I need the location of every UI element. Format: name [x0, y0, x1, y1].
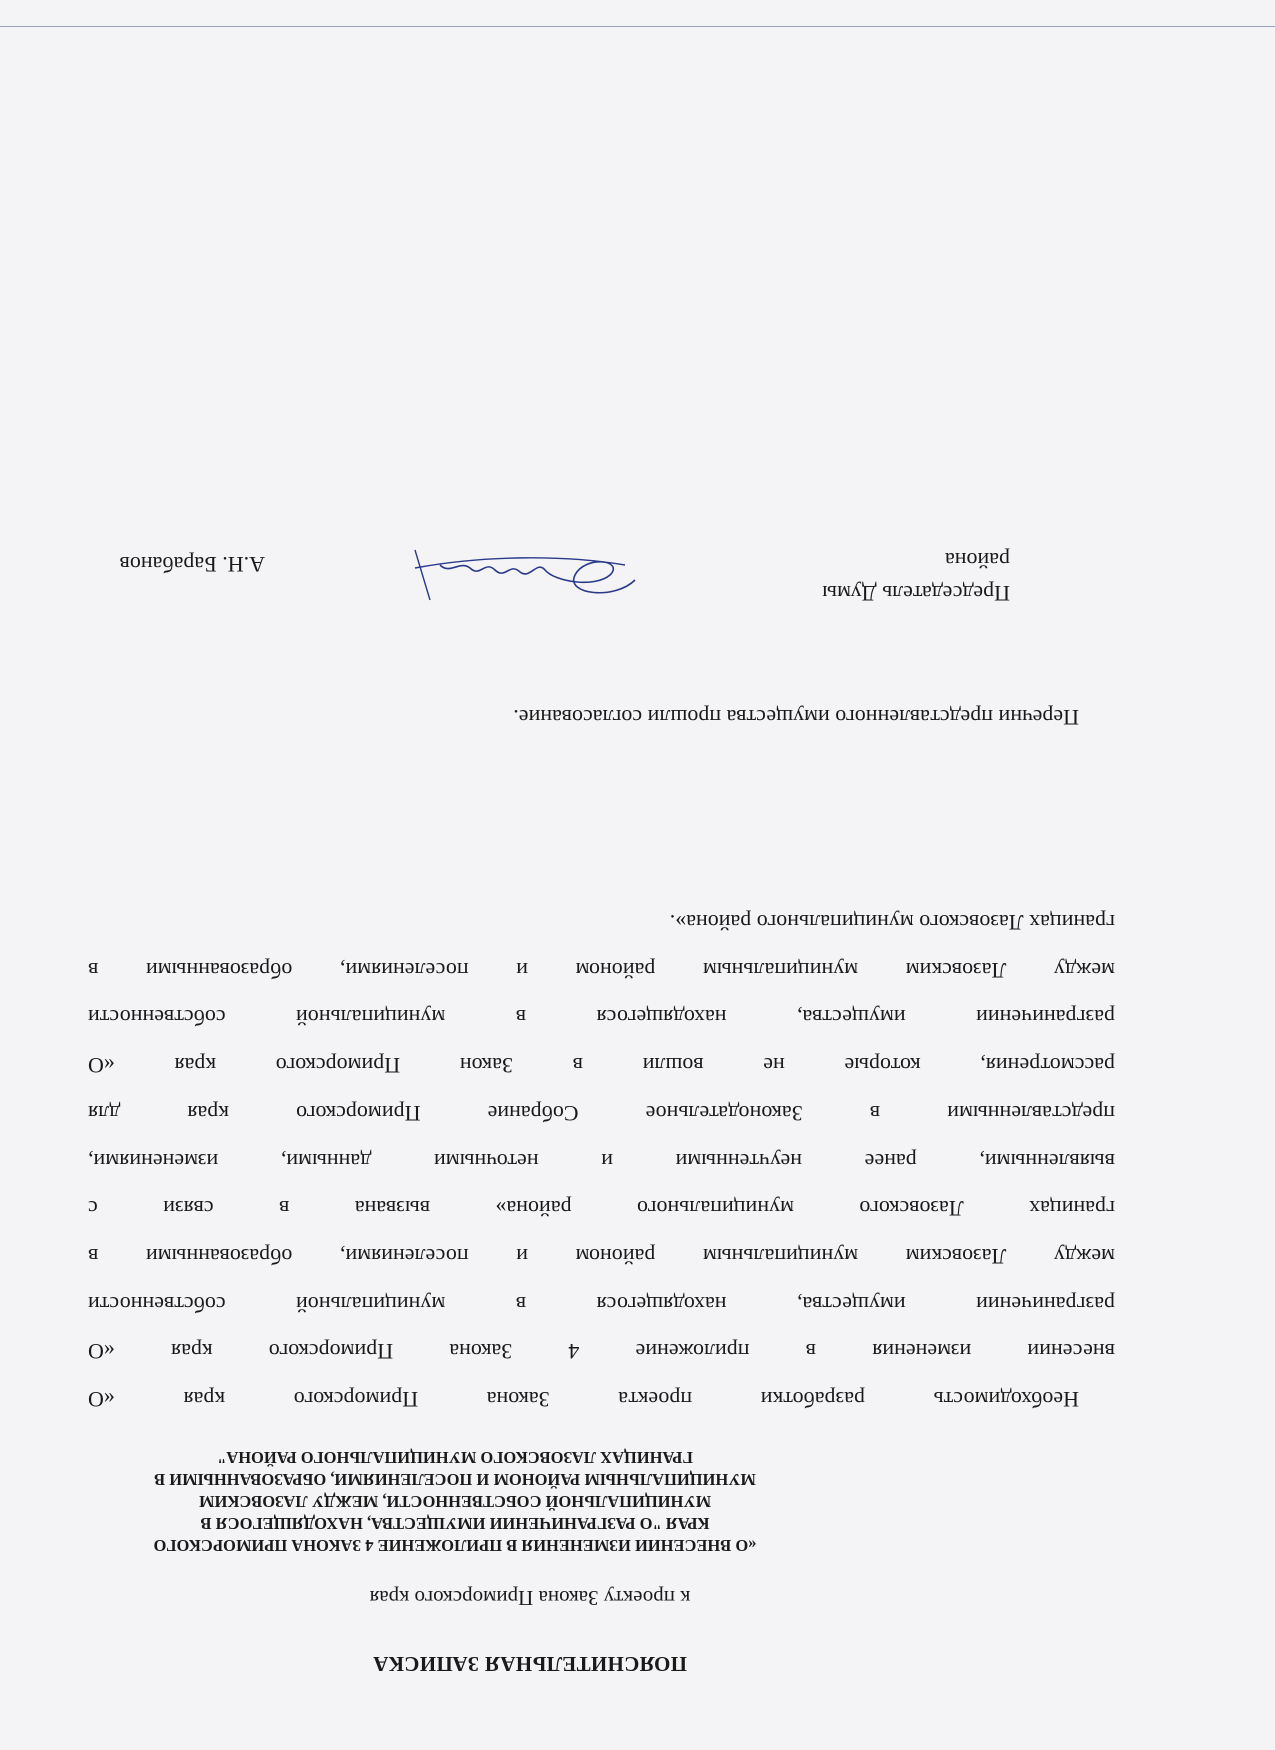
heading-line: КРАЯ "О РАЗГРАНИЧЕНИИ ИМУЩЕСТВА, НАХОДЯЩЕГОСЯ В	[200, 1514, 710, 1533]
paragraph-line: выявленными, ранее неучтенными и неточными данными, изменениями,	[88, 1148, 1115, 1174]
body-paragraph	[88, 889, 1115, 1414]
paragraph-line: границах Лазовского муниципального района» вызвана в связи с	[88, 1196, 1115, 1222]
law-heading	[105, 1446, 805, 1556]
position-line: района	[944, 548, 1010, 573]
paragraph-line: между Лазовским муниципальным районом и поселениями, образованными в	[88, 957, 1115, 983]
heading-line: ГРАНИЦАХ ЛАЗОВСКОГО МУНИЦИПАЛЬНОГО РАЙОНА"	[217, 1448, 693, 1467]
paragraph-line: внесении изменения в приложение 4 Закона Приморского края «О	[88, 1339, 1115, 1365]
paragraph-line: границах Лазовского муниципального района».	[669, 910, 1115, 936]
heading-line: МУНИЦИПАЛЬНЫМ РАЙОНОМ И ПОСЕЛЕНИЯМИ, ОБРАЗОВАННЫМИ В	[154, 1470, 756, 1489]
approval-paragraph: Перечни представленного имущества прошли согласование.	[513, 705, 1079, 730]
paragraph-line: рассмотрения, которые не вошли в Закон Приморского края «О	[88, 1053, 1115, 1079]
handwritten-signature	[395, 530, 655, 610]
paragraph-line: разграничении имущества, находящегося в муниципальной собственности	[88, 1291, 1115, 1317]
heading-line: «О ВНЕСЕНИИ ИЗМЕНЕНИЯ В ПРИЛОЖЕНИЕ 4 ЗАКОНА ПРИМОРСКОГО	[153, 1536, 757, 1555]
signatory-name: А.Н. Барабанов	[119, 552, 265, 577]
document-title: ПОЯСНИТЕЛЬНАЯ ЗАПИСКА	[372, 1652, 688, 1676]
position-line: Председатель Думы	[822, 581, 1010, 606]
scan-edge-line	[0, 26, 1275, 27]
paragraph-line: представленными в Законодательное Собрание Приморского края для	[88, 1100, 1115, 1126]
heading-line: МУНИЦИПАЛЬНОЙ СОБСТВЕННОСТИ, МЕЖДУ ЛАЗОВСКИМ	[198, 1492, 712, 1511]
document-subtitle: к проекту Закона Приморского края	[369, 1586, 691, 1610]
signatory-position	[822, 544, 1010, 610]
paragraph-line: разграничении имущества, находящегося в муниципальной собственности	[88, 1005, 1115, 1031]
paragraph-line: между Лазовским муниципальным районом и поселениями, образованными в	[88, 1243, 1115, 1269]
paragraph-line: Необходимость разработки проекта Закона Приморского края «О	[88, 1387, 1079, 1412]
